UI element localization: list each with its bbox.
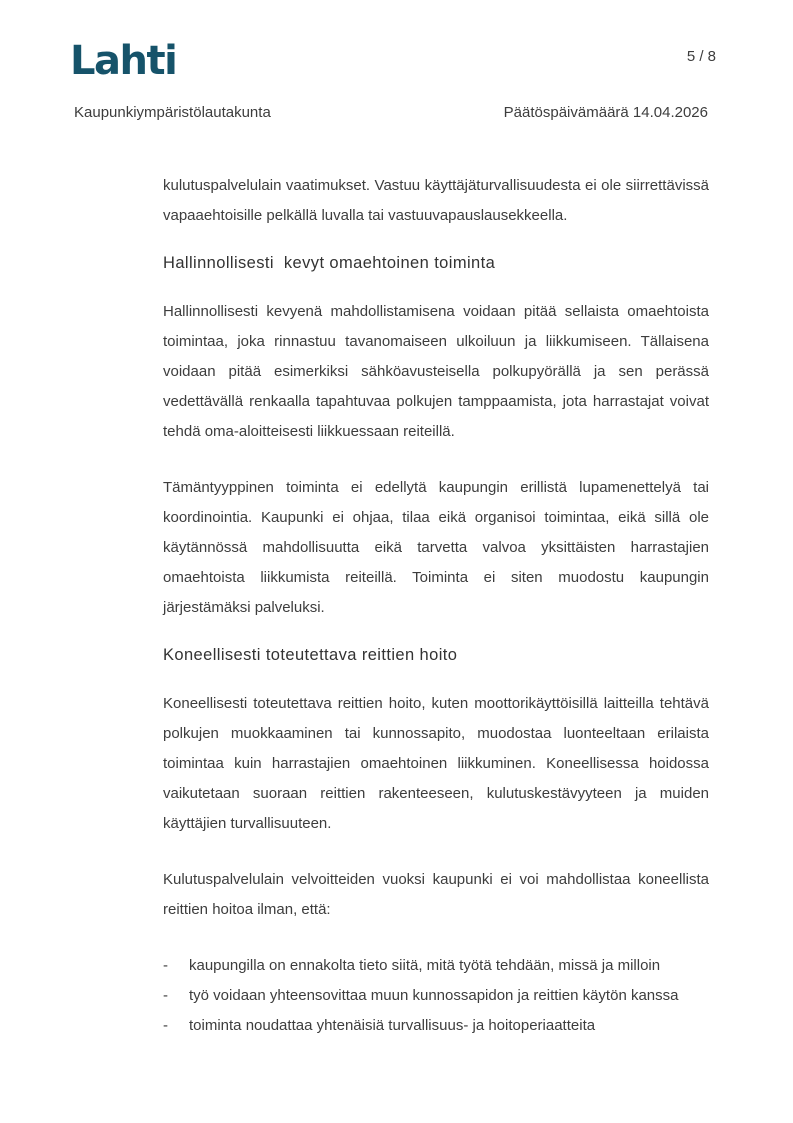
- section-heading-light-admin: Hallinnollisesti kevyt omaehtoinen toiminta: [163, 254, 496, 272]
- bullet-text: työ voidaan yhteensovittaa muun kunnossapidon ja reittien käytön kanssa: [189, 987, 679, 1004]
- committee-name: Kaupunkiympäristölautakunta: [74, 104, 271, 121]
- bullet-text: toiminta noudattaa yhtenäisiä turvallisuus- ja hoitoperiaatteita: [189, 1017, 596, 1034]
- requirements-bullet-list: [163, 951, 709, 1041]
- bullet-dash-marker: -: [163, 957, 168, 974]
- list-item: [163, 981, 709, 1011]
- bullet-text: kaupungilla on ennakolta tieto siitä, mitä työtä tehdään, missä ja milloin: [189, 957, 661, 974]
- section-heading-mechanical-maintenance: Koneellisesti toteutettava reittien hoito: [163, 646, 458, 664]
- bullet-dash-marker: -: [163, 987, 168, 1004]
- document-meta-row: [74, 104, 708, 121]
- document-body: [163, 171, 709, 1041]
- paragraph-liability: kulutuspalvelulain vaatimukset. Vastuu käyttäjäturvallisuudesta ei ole siirrettävissä vapaaehtoisille pelkällä luvalla tai vastuuvapauslausekkeella.: [163, 177, 709, 224]
- paragraph-mechanical-2: Kulutuspalvelulain velvoitteiden vuoksi kaupunki ei voi mahdollistaa koneellista reittien hoitoa ilman, että:: [163, 871, 709, 918]
- list-item: [163, 1011, 709, 1041]
- paragraph-mechanical-1: Koneellisesti toteutettava reittien hoito, kuten moottorikäyttöisillä laitteilla tehtävä polkujen muokkaaminen tai kunnossapito, muodostaa luonteeltaan erilaista toimintaa kuin harrastajien omaehtoinen liikkuminen. Koneellisessa hoidossa vaikutetaan suoraan reittien rakenteeseen, kulutuskestävyyteen ja muiden käyttäjien turvallisuuteen.: [163, 695, 709, 832]
- bullet-dash-marker: -: [163, 1017, 168, 1034]
- lahti-logo: Lahti: [70, 38, 177, 84]
- decision-date: Päätöspäivämäärä 14.04.2026: [503, 104, 708, 121]
- list-item: [163, 951, 709, 981]
- paragraph-light-admin-1: Hallinnollisesti kevyenä mahdollistamisena voidaan pitää sellaista omaehtoista toimintaa, joka rinnastuu tavanomaiseen ulkoiluun ja liikkumiseen. Tällaisena voidaan pitää esimerkiksi sähköavusteisella polkupyörällä ja sen perässä vedettävällä renkaalla tapahtuvaa polkujen tamppaamista, jota harrastajat voivat tehdä oma-aloitteisesti liikkuessaan reiteillä.: [163, 303, 709, 440]
- page-number: 5 / 8: [686, 48, 716, 65]
- paragraph-light-admin-2: Tämäntyyppinen toiminta ei edellytä kaupungin erillistä lupamenettelyä tai koordinointia. Kaupunki ei ohjaa, tilaa eikä organisoi toimintaa, eikä sillä ole käytännössä mahdollisuutta eikä tarvetta valvoa yksittäisten harrastajien omaehtoista liikkumista reiteillä. Toiminta ei siten muodostu kaupungin järjestämäksi palveluksi.: [163, 479, 709, 616]
